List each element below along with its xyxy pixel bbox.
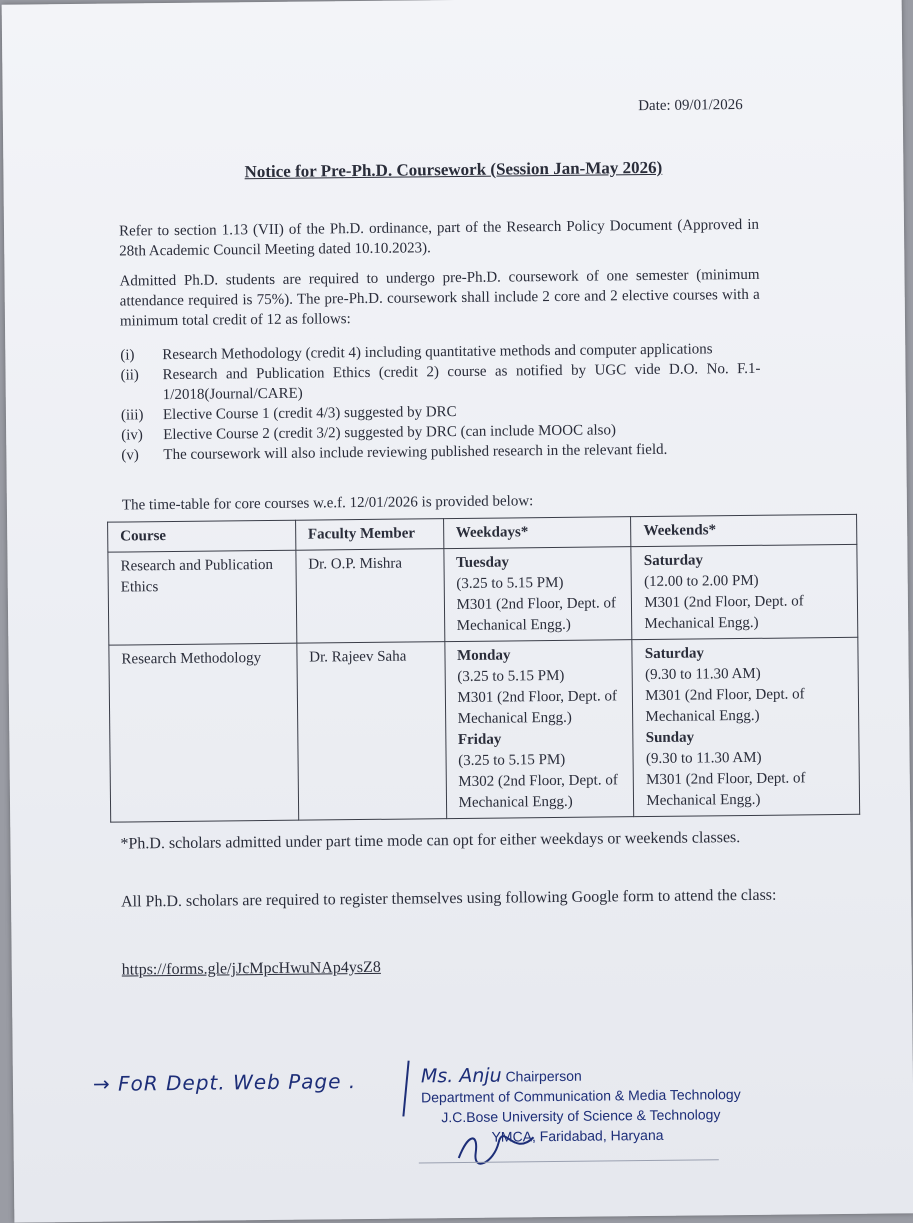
header-weekends: Weekends* — [631, 514, 857, 546]
header-faculty: Faculty Member — [295, 519, 443, 551]
timetable-intro: The time-table for core courses w.e.f. 12/01/2026 is provided below: — [121, 493, 534, 514]
header-weekdays: Weekdays* — [443, 517, 631, 549]
header-course: Course — [108, 520, 296, 552]
notice-date: Date: 09/01/2026 — [638, 96, 743, 115]
weekends-cell: Saturday (12.00 to 2.00 PM) M301 (2nd Floor, Dept. of Mechanical Engg.) — [631, 544, 858, 639]
chairperson-title: Chairperson — [505, 1067, 582, 1085]
table-row — [109, 637, 860, 822]
timetable — [107, 514, 860, 823]
weekdays-cell: Tuesday (3.25 to 5.15 PM) M301 (2nd Floor, Dept. of Mechanical Engg.) — [443, 547, 632, 642]
department-name: Department of Communication & Media Technology — [421, 1086, 741, 1106]
list-item: (v) The coursework will also include reviewing published research in the relevant field. — [121, 441, 668, 464]
weekends-cell: Saturday (9.30 to 11.30 AM) M301 (2nd Floor, Dept. of Mechanical Engg.) Sunday (9.30 to 11.30 AM) M301 (2nd Floor, Dept. of Mechanical Engg.) — [632, 637, 860, 816]
university-name: J.C.Bose University of Science & Technology — [441, 1106, 721, 1126]
course-cell: Research Methodology — [109, 643, 299, 822]
intro-paragraph: Refer to section 1.13 (VII) of the Ph.D. ordinance, part of the Research Policy Document (Approved in 28th Academic Council Meeting dated 10.10.2023). — [118, 216, 760, 260]
google-form-link[interactable]: https://forms.gle/jJcMpcHwuNAp4ysZ8 — [121, 958, 381, 979]
table-row — [108, 544, 858, 645]
notice-title: Notice for Pre-Ph.D. Coursework (Session Jan-May 2026) — [244, 157, 663, 182]
signature-name: Ms. Anju — [420, 1064, 502, 1088]
handwritten-note: → FoR Dept. Web Page . — [92, 1069, 357, 1096]
weekdays-cell: Monday (3.25 to 5.15 PM) M301 (2nd Floor, Dept. of Mechanical Engg.) Friday (3.25 to 5.15 PM) M302 (2nd Floor, Dept. of Mechanical Engg.) — [444, 640, 634, 819]
course-cell: Research and Publication Ethics — [108, 550, 297, 645]
handwritten-divider — [402, 1061, 409, 1117]
list-item: (iii) Elective Course 1 (credit 4/3) suggested by DRC — [120, 404, 457, 424]
part-time-footnote: *Ph.D. scholars admitted under part time mode can opt for either weekdays or weekends classes. — [120, 829, 741, 853]
faculty-cell: Dr. Rajeev Saha — [297, 642, 447, 821]
university-location: YMCA, Faridabad, Haryana — [491, 1126, 664, 1145]
faculty-cell: Dr. O.P. Mishra — [296, 549, 445, 644]
list-item: (iv) Elective Course 2 (credit 3/2) suggested by DRC (can include MOOC also) — [121, 422, 617, 444]
course-list — [120, 339, 761, 466]
notice-page — [2, 0, 913, 1223]
requirements-paragraph: Admitted Ph.D. students are required to undergo pre-Ph.D. coursework of one semester (minimum attendance required is 75%). The pre-Ph.D. coursework shall include 2 core and 2 elective courses with a minimum total credit of 12 as follows: — [119, 266, 760, 330]
list-item: (ii) Research and Publication Ethics (credit 2) course as notified by UGC vide D.O. No. F.1- 1/2018(Journal/CARE) — [120, 360, 761, 404]
list-item: (i) Research Methodology (credit 4) including quantitative methods and computer applications — [120, 341, 713, 364]
registration-note: All Ph.D. scholars are required to register themselves using following Google form to attend the class: — [120, 886, 777, 911]
